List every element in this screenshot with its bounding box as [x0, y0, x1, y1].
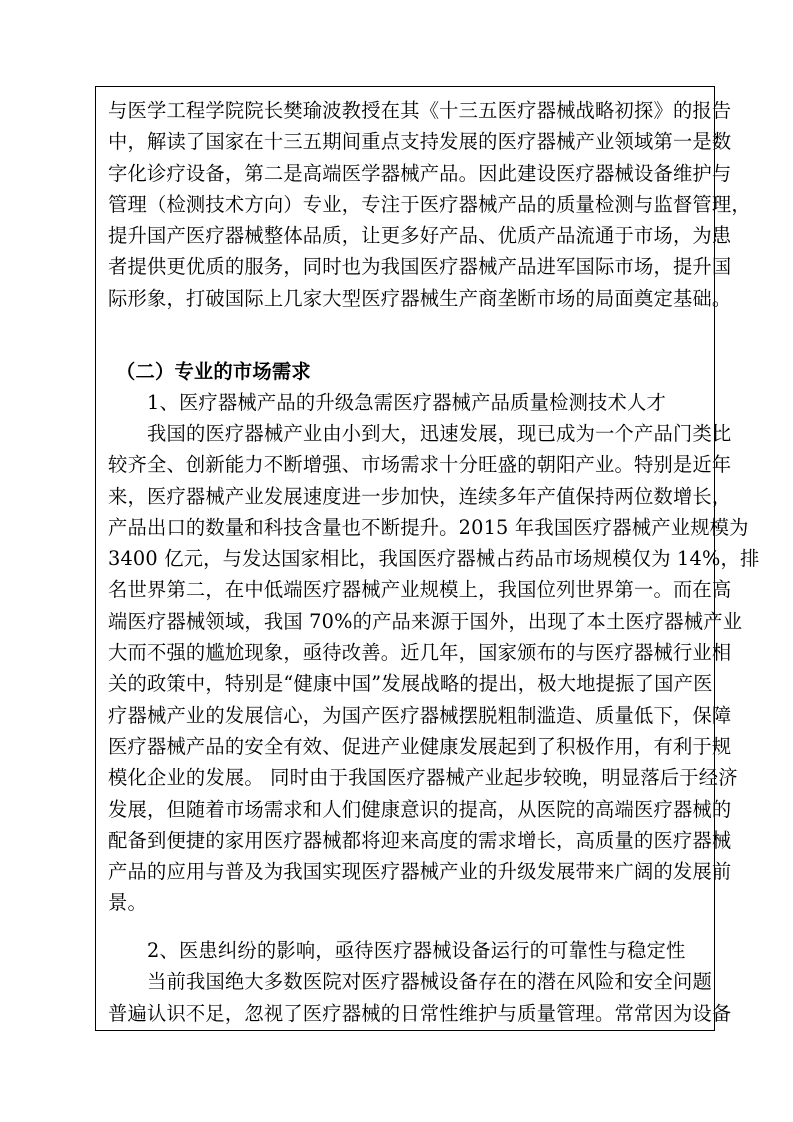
text-line: 产品出口的数量和科技含量也不断提升。2015 年我国医疗器械产业规模为 — [108, 515, 749, 539]
text-line: 名世界第二，在中低端医疗器械产业规模上，我国位列世界第一。而在高 — [108, 578, 732, 602]
text-line: 来，医疗器械产业发展速度进一步加快，连续多年产值保持两位数增长， — [108, 484, 732, 508]
text-line: 医疗器械产品的安全有效、促进产业健康发展起到了积极作用，有利于规 — [108, 734, 732, 758]
text-line: 模化企业的发展。 同时由于我国医疗器械产业起步较晚，明显落后于经济 — [108, 766, 738, 790]
item-2-title: 2、医患纠纷的影响，亟待医疗器械设备运行的可靠性与稳定性 — [147, 939, 686, 962]
text-line: 发展，但随着市场需求和人们健康意识的提高，从医院的高端医疗器械的 — [108, 797, 732, 821]
text-line: 管理（检测技术方向）专业，专注于医疗器械产品的质量检测与监督管理， — [108, 192, 751, 216]
section-heading-block — [108, 356, 704, 419]
text-line: 3400 亿元，与发达国家相比，我国医疗器械占药品市场规模仅为 14%，排 — [108, 547, 760, 571]
text-line: 字化诊疗设备，第二是高端医学器械产品。因此建设医疗器械设备维护与 — [108, 161, 732, 185]
paragraph-intro — [108, 95, 751, 314]
item-1-title: 1、医疗器械产品的升级急需医疗器械产品质量检测技术人才 — [147, 391, 666, 415]
section-heading: （二）专业的市场需求 — [116, 360, 311, 383]
text-line: 关的政策中，特别是“健康中国”发展战略的提出，极大地提振了国产医 — [108, 672, 713, 696]
item-2-block — [108, 935, 732, 1029]
text-line: 较齐全、创新能力不断增强、市场需求十分旺盛的朝阳产业。特别是近年 — [108, 453, 732, 477]
text-line: 当前我国绝大多数医院对医疗器械设备存在的潜在风险和安全问题 — [147, 970, 712, 994]
text-line: 际形象，打破国际上几家大型医疗器械生产商垄断市场的局面奠定基础。 — [108, 286, 732, 310]
text-line: 我国的医疗器械产业由小到大，迅速发展，现已成为一个产品门类比 — [147, 422, 732, 445]
text-line: 大而不强的尴尬现象，亟待改善。近几年，国家颁布的与医疗器械行业相 — [108, 641, 732, 665]
text-line: 者提供更优质的服务，同时也为我国医疗器械产品进军国际市场，提升国 — [108, 255, 732, 279]
text-line: 中，解读了国家在十三五期间重点支持发展的医疗器械产业领域第一是数 — [108, 130, 732, 154]
text-line: 产品的应用与普及为我国实现医疗器械产业的升级发展带来广阔的发展前 — [108, 860, 732, 884]
text-line: 与医学工程学院院长樊瑜波教授在其《十三五医疗器械战略初探》的报告 — [108, 99, 732, 122]
text-line: 配备到便捷的家用医疗器械都将迎来高度的需求增长，高质量的医疗器械 — [108, 828, 732, 852]
text-line: 提升国产医疗器械整体品质，让更多好产品、优质产品流通于市场，为患 — [108, 224, 732, 248]
text-line: 疗器械产业的发展信心，为国产医疗器械摆脱粗制滥造、质量低下，保障 — [108, 703, 732, 727]
text-line: 端医疗器械领域，我国 70%的产品来源于国外，出现了本土医疗器械产业 — [108, 609, 743, 633]
text-line: 普遍认识不足，忽视了医疗器械的日常性维护与质量管理。常常因为设备 — [108, 1001, 732, 1025]
paragraph-market-demand — [108, 418, 760, 919]
text-line: 景。 — [108, 891, 147, 915]
